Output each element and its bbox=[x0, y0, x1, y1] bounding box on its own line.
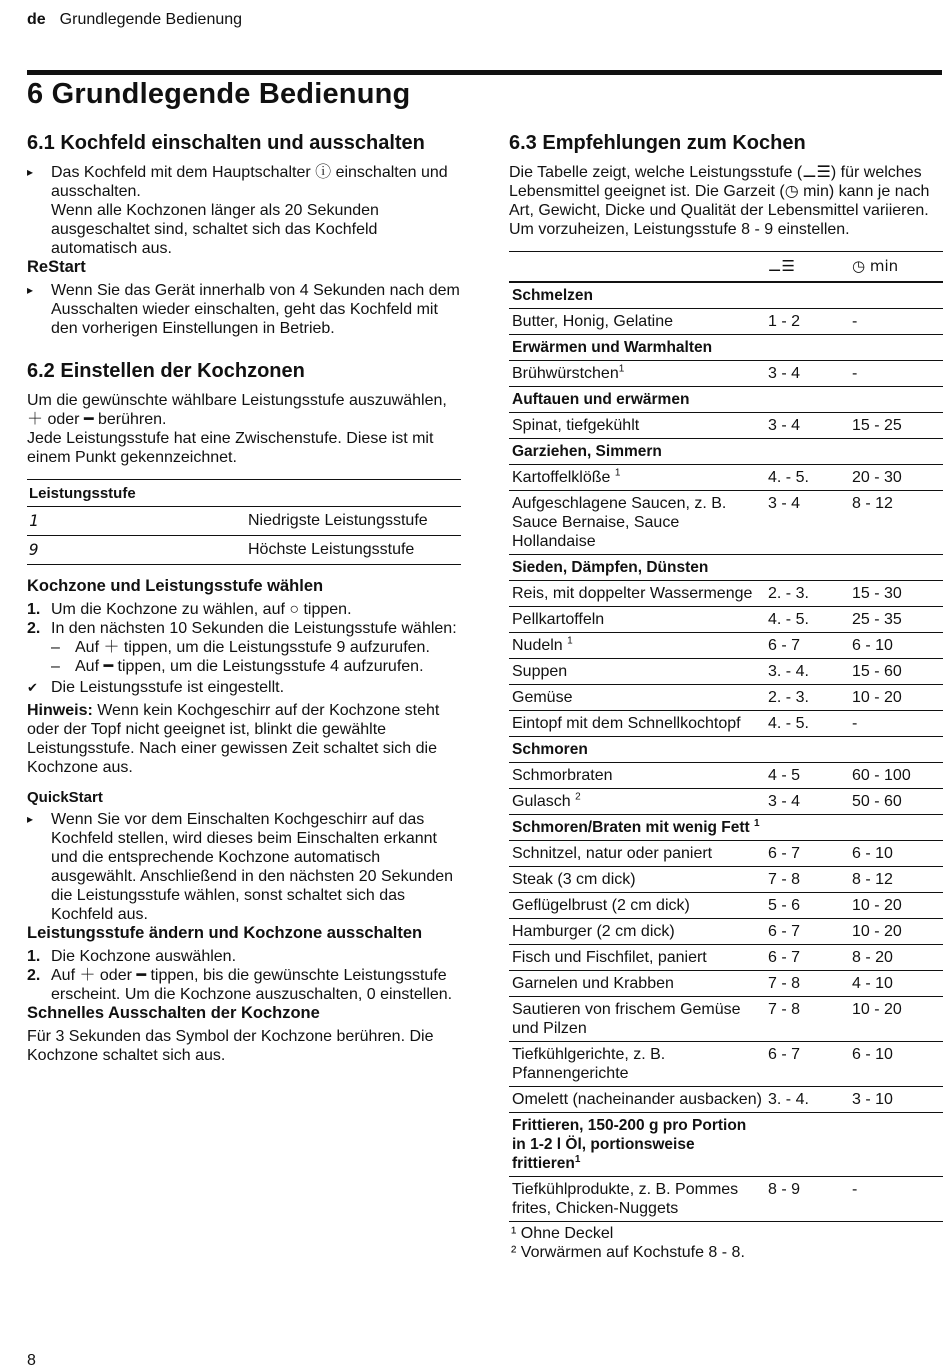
power-level-column-header: ⚊☰ bbox=[765, 252, 849, 283]
time-cell: - bbox=[849, 361, 943, 387]
step-text: Die Kochzone auswählen. bbox=[51, 948, 237, 965]
food-cell: Butter, Honig, Gelatine bbox=[509, 309, 765, 335]
level-cell: 7 - 8 bbox=[765, 867, 849, 893]
table-row bbox=[509, 659, 943, 685]
sub-step: – Auf ━ tippen, um die Leistungsstufe 4 aufzurufen. bbox=[51, 657, 461, 676]
step-number: 1. bbox=[27, 601, 41, 618]
list-item: ▸ Wenn Sie das Gerät innerhalb von 4 Sekunden nach dem Ausschalten wieder einschalten, geht das Kochfeld mit den vorherigen Einstellungen in Betrieb. bbox=[27, 281, 461, 338]
table-row bbox=[509, 1177, 943, 1222]
restart-list bbox=[27, 281, 461, 338]
table-row bbox=[27, 507, 461, 536]
food-cell: Fisch und Fischfilet, paniert bbox=[509, 945, 765, 971]
table-row bbox=[509, 945, 943, 971]
auto-off-info: Wenn alle Kochzonen länger als 20 Sekunden ausgeschaltet sind, schaltet sich das Kochfeld automatisch aus. bbox=[51, 202, 379, 257]
page-number: 8 bbox=[27, 1352, 36, 1369]
quick-off-text: Für 3 Sekunden das Symbol der Kochzone berühren. Die Kochzone schaltet sich aus. bbox=[27, 1028, 434, 1064]
section-6-2-heading: 6.2 Einstellen der Kochzonen bbox=[27, 360, 305, 382]
switch-instruction: Das Kochfeld mit dem Hauptschalter ⓘ einschalten und ausschalten. bbox=[51, 164, 448, 200]
time-cell: 6 - 10 bbox=[849, 841, 943, 867]
step-text: Auf ＋ oder ━ tippen, bis die gewünschte Leistungsstufe erscheint. Um die Kochzone auszuschalten, 0 einstellen. bbox=[51, 967, 453, 1003]
level-cell: 3 - 4 bbox=[765, 361, 849, 387]
table-row bbox=[509, 789, 943, 815]
cooking-intro: Die Tabelle zeigt, welche Leistungsstufe (⚊☰) für welches Lebensmittel geeignet ist. Die Garzeit (◷ min) kann je nach Art, Gewicht, Dicke und Qualität der Lebensmittel variieren. Um vorzuheizen, Leistungsstufe 8 - 9 einstellen. bbox=[509, 164, 930, 238]
table-header-row bbox=[509, 252, 943, 283]
food-cell: Brühwürstchen$^1$ bbox=[509, 361, 765, 387]
time-cell: 15 - 25 bbox=[849, 413, 943, 439]
table-row bbox=[509, 1042, 943, 1087]
level-cell: 8 - 9 bbox=[765, 1177, 849, 1222]
table-row bbox=[509, 711, 943, 737]
select-steps bbox=[27, 600, 461, 676]
intro-text: Um die gewünschte wählbare Leistungsstufe auszuwählen, ＋ oder ━ berühren. bbox=[27, 392, 447, 428]
list-item: ▸ Wenn Sie vor dem Einschalten Kochgeschirr auf das Kochfeld stellen, wird dieses beim Einschalten erkannt und die entsprechende Kochzone automatisch ausgewählt. Anschließend in den nächsten 20 Sekunden die Leistungsstufe wählen, sonst schaltet sich das Kochfeld aus. bbox=[27, 810, 461, 924]
time-cell: 15 - 60 bbox=[849, 659, 943, 685]
step-number: 2. bbox=[27, 620, 41, 637]
restart-heading: ReStart bbox=[27, 258, 86, 276]
level-cell: 4. - 5. bbox=[765, 711, 849, 737]
food-cell: Suppen bbox=[509, 659, 765, 685]
level-cell: 5 - 6 bbox=[765, 893, 849, 919]
table-row bbox=[509, 685, 943, 711]
table-row bbox=[509, 867, 943, 893]
level-cell: 6 - 7 bbox=[765, 841, 849, 867]
step-item bbox=[27, 600, 461, 619]
level-cell: 1 - 2 bbox=[765, 309, 849, 335]
result-line: ✔ Die Leistungsstufe ist eingestellt. bbox=[27, 678, 461, 697]
time-cell: - bbox=[849, 1177, 943, 1222]
level-symbol: 1 bbox=[29, 511, 39, 530]
power-level-table bbox=[27, 479, 461, 565]
level-cell: 3. - 4. bbox=[765, 1087, 849, 1113]
step-item bbox=[27, 619, 461, 676]
table-row bbox=[509, 465, 943, 491]
category-row bbox=[509, 282, 943, 309]
intro-text-2: Jede Leistungsstufe hat eine Zwischenstufe. Diese ist mit einem Punkt gekennzeichnet. bbox=[27, 430, 434, 466]
step-text: Um die Kochzone zu wählen, auf ○ tippen. bbox=[51, 601, 352, 618]
food-cell: Spinat, tiefgekühlt bbox=[509, 413, 765, 439]
time-cell: 3 - 10 bbox=[849, 1087, 943, 1113]
food-cell: Tiefkühlprodukte, z. B. Pommes frites, Chicken-Nuggets bbox=[509, 1177, 765, 1222]
level-cell: 6 - 7 bbox=[765, 1042, 849, 1087]
food-cell: Gemüse bbox=[509, 685, 765, 711]
time-cell: 6 - 10 bbox=[849, 1042, 943, 1087]
time-cell: 6 - 10 bbox=[849, 633, 943, 659]
level-cell: 7 - 8 bbox=[765, 971, 849, 997]
category-label: Schmoren/Braten mit wenig Fett $^1$ bbox=[509, 815, 765, 841]
food-cell: Schnitzel, natur oder paniert bbox=[509, 841, 765, 867]
table-row bbox=[509, 919, 943, 945]
food-cell: Omelett (nacheinander ausbacken) bbox=[509, 1087, 765, 1113]
food-cell: Sautieren von frischem Gemüse und Pilzen bbox=[509, 997, 765, 1042]
footnotes bbox=[509, 1224, 943, 1262]
table-row bbox=[509, 1087, 943, 1113]
running-header bbox=[27, 11, 242, 29]
level-cell: 6 - 7 bbox=[765, 919, 849, 945]
category-label: Auftauen und erwärmen bbox=[509, 387, 765, 413]
step-number: 2. bbox=[27, 967, 41, 984]
table-row bbox=[509, 581, 943, 607]
table-row bbox=[509, 893, 943, 919]
quickstart-list bbox=[27, 810, 461, 924]
category-row bbox=[509, 1113, 943, 1177]
time-cell: 8 - 12 bbox=[849, 867, 943, 893]
step-text: In den nächsten 10 Sekunden die Leistungsstufe wählen: bbox=[51, 620, 457, 637]
level-cell: 6 - 7 bbox=[765, 945, 849, 971]
footnote: ² Vorwärmen auf Kochstufe 8 - 8. bbox=[511, 1244, 745, 1261]
level-cell: 3 - 4 bbox=[765, 789, 849, 815]
food-cell: Steak (3 cm dick) bbox=[509, 867, 765, 893]
time-cell: 10 - 20 bbox=[849, 685, 943, 711]
level-cell: 4. - 5. bbox=[765, 465, 849, 491]
food-cell: Aufgeschlagene Saucen, z. B. Sauce Bernaise, Sauce Hollandaise bbox=[509, 491, 765, 555]
language-code: de bbox=[27, 11, 46, 28]
time-cell: 10 - 20 bbox=[849, 919, 943, 945]
table-row bbox=[509, 971, 943, 997]
time-cell: 25 - 35 bbox=[849, 607, 943, 633]
level-cell: 3. - 4. bbox=[765, 659, 849, 685]
header-section: Grundlegende Bedienung bbox=[59, 11, 243, 28]
category-row bbox=[509, 439, 943, 465]
switch-on-list bbox=[27, 163, 461, 258]
section-6-3-heading: 6.3 Empfehlungen zum Kochen bbox=[509, 132, 806, 154]
category-label: Schmelzen bbox=[509, 282, 765, 309]
level-cell: 4. - 5. bbox=[765, 607, 849, 633]
level-symbol: 9 bbox=[29, 540, 39, 559]
level-cell: 4 - 5 bbox=[765, 763, 849, 789]
table-row bbox=[27, 536, 461, 565]
food-cell: Garnelen und Krabben bbox=[509, 971, 765, 997]
chapter-title: 6 Grundlegende Bedienung bbox=[27, 78, 411, 110]
section-6-1-heading: 6.1 Kochfeld einschalten und ausschalten bbox=[27, 132, 425, 154]
time-cell: - bbox=[849, 711, 943, 737]
table-row bbox=[509, 413, 943, 439]
category-label: Frittieren, 150-200 g pro Portion in 1-2 l Öl, portionsweise frittieren$^1$ bbox=[509, 1113, 765, 1177]
cooking-time-column-header: ◷ min bbox=[849, 252, 943, 283]
level-cell: 7 - 8 bbox=[765, 997, 849, 1042]
time-cell: 8 - 12 bbox=[849, 491, 943, 555]
quickstart-heading: QuickStart bbox=[27, 789, 103, 806]
table-row bbox=[509, 997, 943, 1042]
table-row bbox=[509, 491, 943, 555]
level-label: Höchste Leistungsstufe bbox=[246, 536, 461, 565]
food-cell: Reis, mit doppelter Wassermenge bbox=[509, 581, 765, 607]
table-row bbox=[509, 841, 943, 867]
step-item bbox=[27, 947, 461, 966]
food-cell: Tiefkühlgerichte, z. B. Pfannengerichte bbox=[509, 1042, 765, 1087]
select-zone-heading: Kochzone und Leistungsstufe wählen bbox=[27, 577, 324, 595]
category-row bbox=[509, 335, 943, 361]
level-label: Niedrigste Leistungsstufe bbox=[246, 507, 461, 536]
table-row bbox=[509, 309, 943, 335]
table-row bbox=[509, 763, 943, 789]
level-cell: 2. - 3. bbox=[765, 685, 849, 711]
food-cell: Hamburger (2 cm dick) bbox=[509, 919, 765, 945]
table-header: Leistungsstufe bbox=[27, 480, 461, 507]
level-cell: 2. - 3. bbox=[765, 581, 849, 607]
table-row bbox=[509, 633, 943, 659]
food-cell: Pellkartoffeln bbox=[509, 607, 765, 633]
category-row bbox=[509, 815, 943, 841]
footnote: ¹ Ohne Deckel bbox=[511, 1225, 614, 1242]
time-cell: - bbox=[849, 309, 943, 335]
category-label: Erwärmen und Warmhalten bbox=[509, 335, 765, 361]
category-label: Schmoren bbox=[509, 737, 765, 763]
time-cell: 15 - 30 bbox=[849, 581, 943, 607]
note-paragraph bbox=[27, 701, 461, 777]
step-number: 1. bbox=[27, 948, 41, 965]
category-label: Garziehen, Simmern bbox=[509, 439, 765, 465]
change-level-heading: Leistungsstufe ändern und Kochzone ausschalten bbox=[27, 924, 423, 942]
time-cell: 10 - 20 bbox=[849, 997, 943, 1042]
level-cell: 6 - 7 bbox=[765, 633, 849, 659]
food-cell: Gulasch $^2$ bbox=[509, 789, 765, 815]
note-label: Hinweis: bbox=[27, 702, 93, 719]
sub-steps bbox=[51, 638, 461, 676]
step-item bbox=[27, 966, 461, 1004]
category-row bbox=[509, 387, 943, 413]
food-cell: Eintopf mit dem Schnellkochtopf bbox=[509, 711, 765, 737]
food-cell: Schmorbraten bbox=[509, 763, 765, 789]
food-cell: Geflügelbrust (2 cm dick) bbox=[509, 893, 765, 919]
food-cell: Nudeln $^1$ bbox=[509, 633, 765, 659]
time-cell: 20 - 30 bbox=[849, 465, 943, 491]
table-row bbox=[509, 361, 943, 387]
category-row bbox=[509, 555, 943, 581]
level-cell: 3 - 4 bbox=[765, 491, 849, 555]
table-row bbox=[509, 607, 943, 633]
level-cell: 3 - 4 bbox=[765, 413, 849, 439]
category-label: Sieden, Dämpfen, Dünsten bbox=[509, 555, 765, 581]
time-cell: 4 - 10 bbox=[849, 971, 943, 997]
time-cell: 60 - 100 bbox=[849, 763, 943, 789]
note-text: Wenn kein Kochgeschirr auf der Kochzone steht oder der Topf nicht geeignet ist, blinkt die gewählte Leistungsstufe. Nach einer gewissen Zeit schaltet sich die Kochzone aus. bbox=[27, 702, 440, 776]
change-steps bbox=[27, 947, 461, 1004]
cooking-table bbox=[509, 251, 943, 1222]
quick-off-heading: Schnelles Ausschalten der Kochzone bbox=[27, 1004, 320, 1022]
list-item bbox=[27, 163, 461, 258]
time-cell: 50 - 60 bbox=[849, 789, 943, 815]
time-cell: 8 - 20 bbox=[849, 945, 943, 971]
time-cell: 10 - 20 bbox=[849, 893, 943, 919]
category-row bbox=[509, 737, 943, 763]
header-rule bbox=[27, 70, 942, 75]
sub-step: – Auf ＋ tippen, um die Leistungsstufe 9 aufzurufen. bbox=[51, 638, 461, 657]
left-column bbox=[27, 132, 461, 1065]
food-cell: Kartoffelklöße $^1$ bbox=[509, 465, 765, 491]
right-column bbox=[509, 132, 943, 1262]
